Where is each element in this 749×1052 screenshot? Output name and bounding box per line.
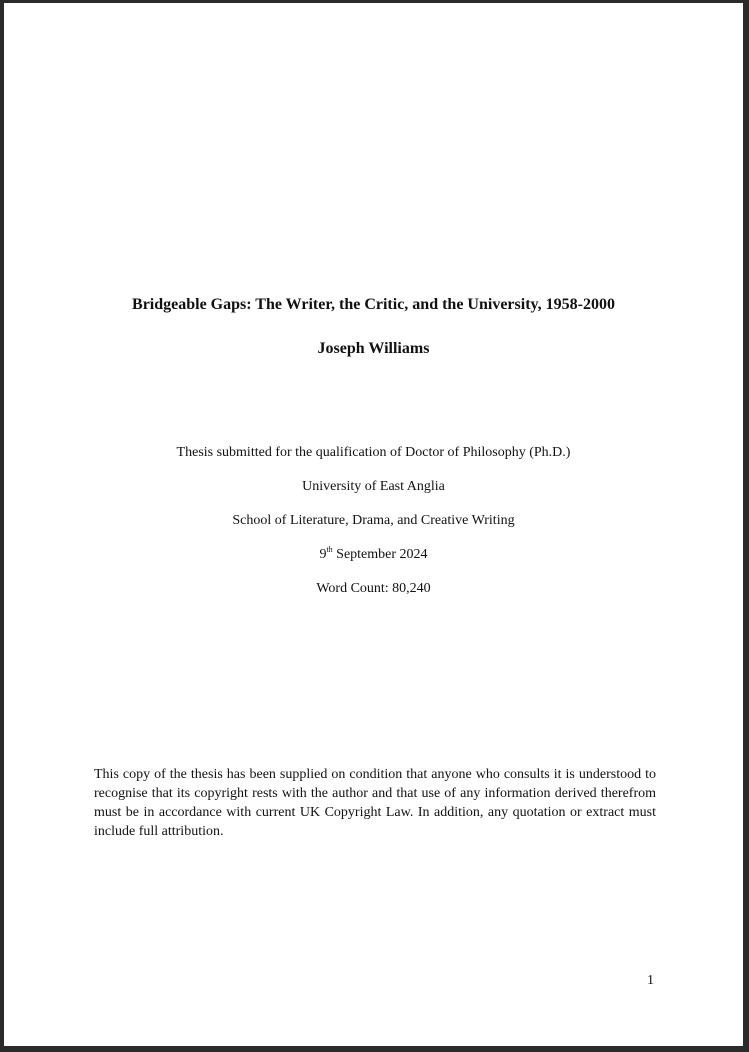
submission-date — [4, 547, 743, 563]
date-ordinal-suffix: th — [326, 545, 333, 554]
page-number: 1 — [647, 973, 654, 988]
thesis-title: Bridgeable Gaps: The Writer, the Critic, and the University, 1958-2000 — [132, 296, 615, 313]
date-day: 9 — [319, 547, 327, 562]
copyright-notice: This copy of the thesis has been supplied on condition that anyone who consults it is understood to recognise that its copyright rests with the author and that use of any information derived therefrom must be in accordance with current UK Copyright Law. In addition, any quotation or extract must include full attribution. — [94, 767, 656, 839]
date-month-year: September 2024 — [332, 547, 428, 562]
author-name: Joseph Williams — [317, 340, 430, 357]
word-count: Word Count: 80,240 — [316, 581, 431, 596]
document-page — [4, 3, 743, 1046]
school-name: School of Literature, Drama, and Creative Writing — [232, 513, 515, 528]
submission-statement: Thesis submitted for the qualification of Doctor of Philosophy (Ph.D.) — [176, 445, 571, 460]
university-name: University of East Anglia — [302, 479, 445, 494]
